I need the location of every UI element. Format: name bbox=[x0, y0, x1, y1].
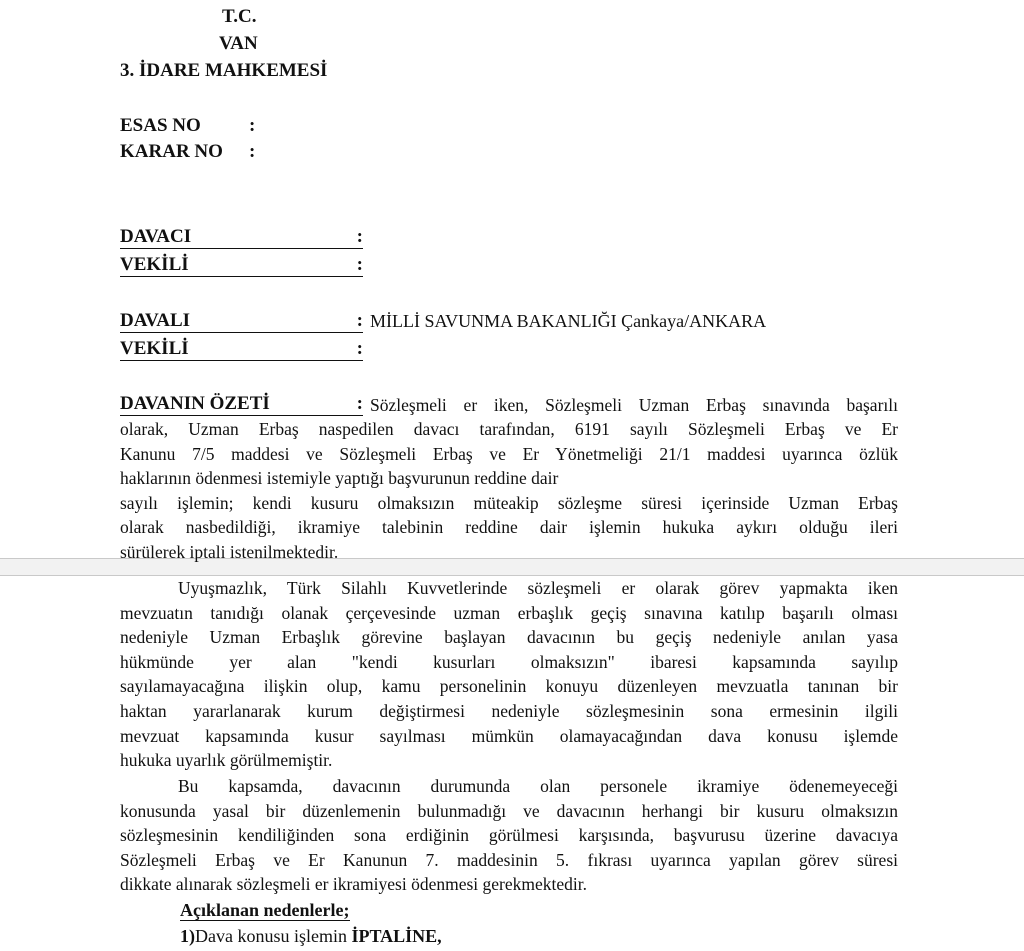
summary-line: sayılı işlemin; kendi kusuru olmaksızın müteakip sözleşme süresi içerinside Uzman Erbaş bbox=[120, 492, 898, 513]
reasons-heading-text: Açıklanan nedenlerle; bbox=[180, 900, 350, 920]
body-line: konusunda yasal bir düzenlemenin bulunmadığı ve davacının herhangi bir kusuru olmaksızın bbox=[120, 800, 898, 821]
davaci-vekil-label bbox=[120, 254, 363, 277]
davaci-vekil-label-text: VEKİLİ bbox=[120, 254, 189, 275]
summary-line: sürülerek iptali istenilmektedir. bbox=[120, 541, 339, 562]
body-line: sözleşmesinin kendiliğinden sona erdiğinin görülmesi karşısında, başvurusu üzerine davacıya bbox=[120, 825, 898, 846]
reasoning-paragraph-1 bbox=[120, 576, 898, 773]
davali-colon: : bbox=[356, 310, 363, 331]
header-city: VAN bbox=[219, 33, 258, 54]
decision-text: Dava konusu işlemin bbox=[195, 926, 352, 946]
esas-no-colon: : bbox=[249, 115, 256, 136]
body-line: mevzuat kapsamında kusur sayılması mümkün olamayacağından dava konusu işlemde bbox=[120, 725, 898, 746]
karar-no-colon: : bbox=[249, 141, 256, 162]
davali-label bbox=[120, 310, 363, 333]
body-line: nedeniyle Uzman Erbaşlık görevine başlayan davacının bu geçiş nedeniyle anılan yasa bbox=[120, 627, 898, 648]
karar-no-label: KARAR NO bbox=[120, 141, 223, 162]
summary-line: haklarının ödenmesi istemiyle yaptığı başvurunun reddine dair bbox=[120, 468, 559, 489]
esas-no-label: ESAS NO bbox=[120, 115, 201, 136]
davali-label-text: DAVALI bbox=[120, 310, 191, 331]
decision-number: 1) bbox=[180, 926, 195, 946]
body-line: Uyuşmazlık, Türk Silahlı Kuvvetlerinde sözleşmeli er olarak görev yapmakta iken bbox=[178, 578, 898, 598]
ozet-colon: : bbox=[356, 393, 363, 414]
body-line: Sözleşmeli Erbaş ve Er Kanunun 7. maddesinin 5. fıkrası uyarınca yapılan görev süresi bbox=[120, 849, 898, 870]
body-line: hükmünde yer alan "kendi kusurları olmaksızın" ibaresi kapsamında sayılıp bbox=[120, 651, 898, 672]
header-court: 3. İDARE MAHKEMESİ bbox=[120, 60, 328, 81]
reasoning-paragraph-2 bbox=[120, 774, 898, 897]
davaci-vekil-colon: : bbox=[356, 254, 363, 275]
davali-vekil-label-text: VEKİLİ bbox=[120, 338, 189, 359]
body-line: haktan yararlanarak kurum değiştirmesi nedeniyle sözleşmesinin sona ermesinin ilgili bbox=[120, 700, 898, 721]
header-country: T.C. bbox=[222, 6, 257, 27]
davali-vekil-colon: : bbox=[356, 338, 363, 359]
summary-line: olarak, Uzman Erbaş naspedilen davacı tarafından, 6191 sayılı Sözleşmeli Erbaş ve Er bbox=[120, 419, 898, 439]
body-line: dikkate alınarak sözleşmeli er ikramiyesi ödenmesi gerekmektedir. bbox=[120, 874, 587, 895]
body-line: sayılamayacağına ilişkin olup, kamu personelinin konuyu düzenleyen mevzuatla tanınan bir bbox=[120, 676, 898, 697]
ozet-label bbox=[120, 393, 363, 416]
reasons-heading bbox=[180, 899, 350, 921]
summary-line: Sözleşmeli er iken, Sözleşmeli Uzman Erbaş sınavında başarılı bbox=[370, 395, 898, 415]
davali-vekil-label bbox=[120, 338, 363, 361]
summary-paragraph bbox=[120, 417, 898, 565]
body-line: mevzuatın tanıdığı olanak çerçevesinde uzman erbaşlık geçiş sınavına katılıp başarılı olması bbox=[120, 602, 898, 623]
body-line: hukuka uyarlık görülmemiştir. bbox=[120, 750, 333, 771]
davali-value: MİLLİ SAVUNMA BAKANLIĞI Çankaya/ANKARA bbox=[370, 311, 767, 331]
davaci-colon: : bbox=[356, 226, 363, 247]
decision-line bbox=[180, 925, 442, 947]
decision-bold: İPTALİNE, bbox=[351, 926, 442, 946]
summary-first-line bbox=[370, 393, 898, 418]
davaci-label-text: DAVACI bbox=[120, 226, 192, 247]
body-line: Bu kapsamda, davacının durumunda olan personele ikramiye ödenemeyeceği bbox=[178, 776, 898, 796]
davaci-label bbox=[120, 226, 363, 249]
summary-line: olarak nasbedildiği, ikramiye talebinin reddine dair işlemin hukuka aykırı olduğu ileri bbox=[120, 517, 898, 538]
summary-line: Kanunu 7/5 maddesi ve Sözleşmeli Erbaş ve Er Yönetmeliği 21/1 maddesi uyarınca özlük bbox=[120, 443, 898, 464]
ozet-label-text: DAVANIN ÖZETİ bbox=[120, 393, 270, 414]
